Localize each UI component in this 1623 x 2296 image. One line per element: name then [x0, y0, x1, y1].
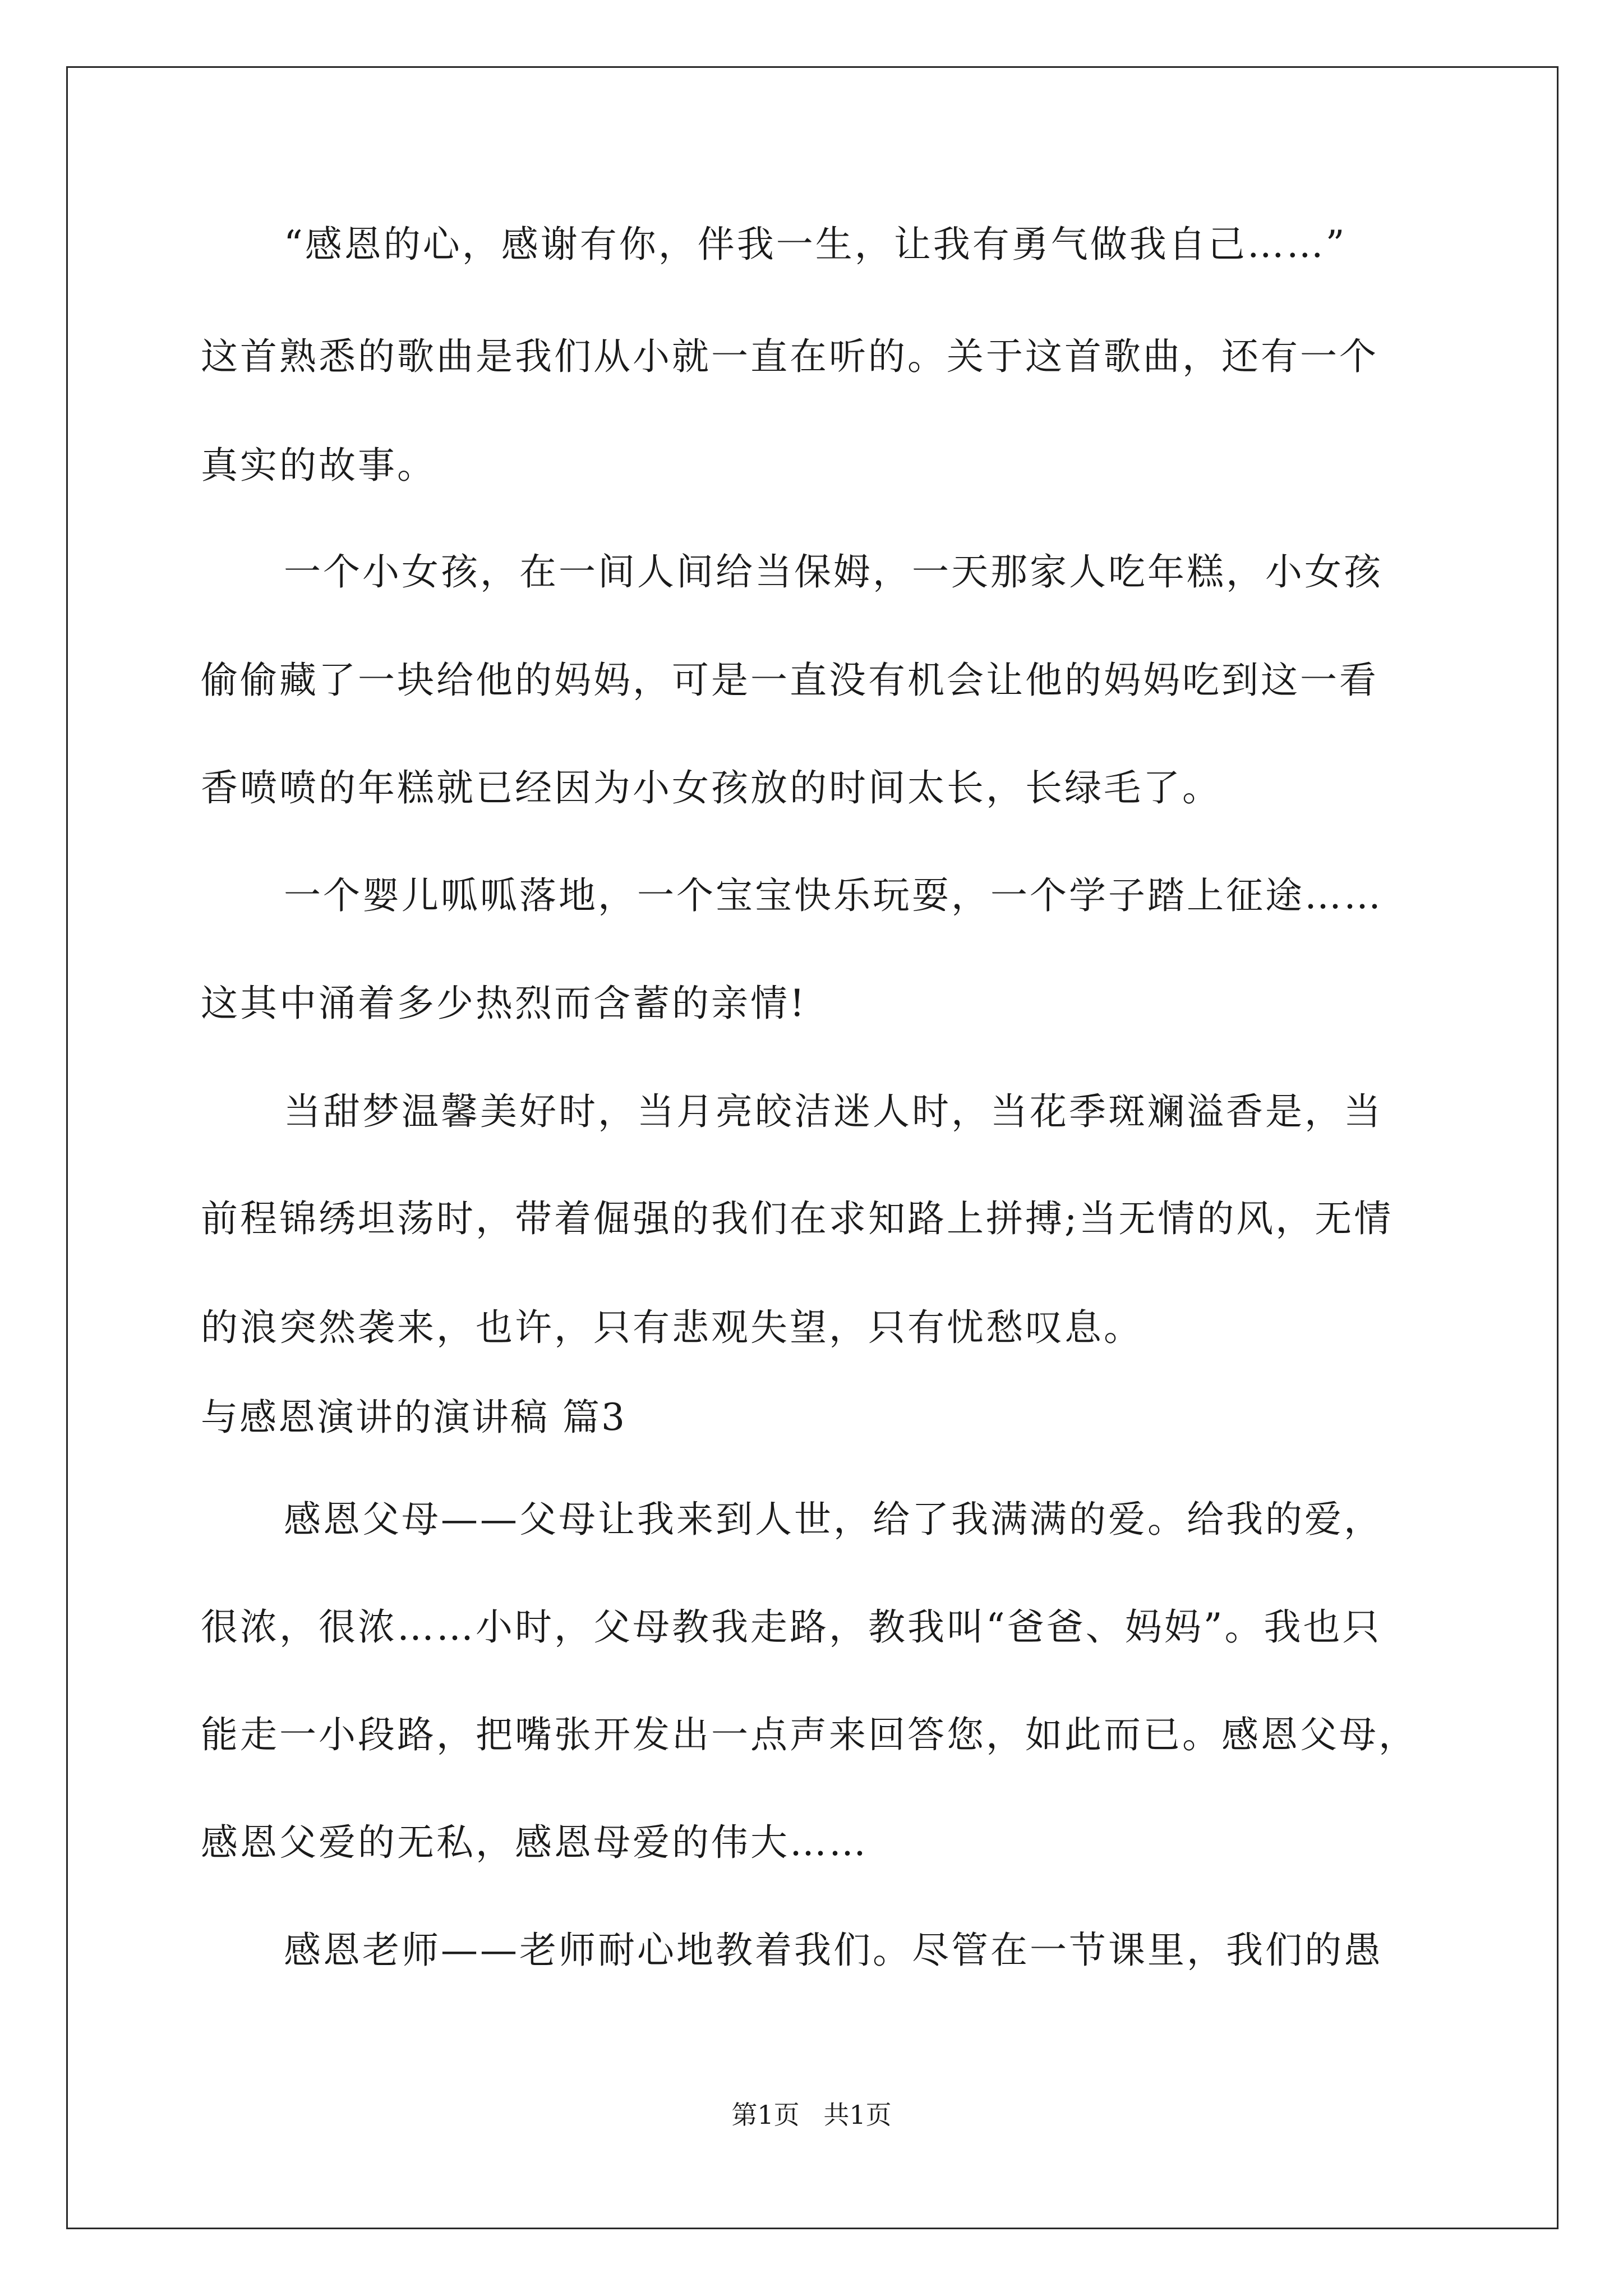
- paragraph-5-line-1: 感恩父母——父母让我来到人世，给了我满满的爱。给我的爱，: [284, 1498, 1383, 1541]
- paragraph-1-line-3: 真实的故事。: [201, 444, 436, 487]
- paragraph-6-line-1: 感恩老师——老师耐心地教着我们。尽管在一节课里，我们的愚: [284, 1929, 1383, 1972]
- paragraph-4-line-1: 当甜梦温馨美好时，当月亮皎洁迷人时，当花季斑斓溢香是，当: [284, 1090, 1383, 1133]
- page-border: [66, 66, 1559, 2229]
- section-heading: 与感恩演讲的演讲稿 篇3: [201, 1396, 626, 1439]
- paragraph-5-line-4: 感恩父爱的无私，感恩母爱的伟大……: [201, 1821, 868, 1864]
- paragraph-1-line-1: “感恩的心，感谢有你，伴我一生，让我有勇气做我自己……”: [284, 223, 1347, 266]
- page-number-total: 共1页: [823, 2100, 892, 2130]
- paragraph-4-line-3: 的浪突然袭来，也许，只有悲观失望，只有忧愁叹息。: [201, 1306, 1143, 1349]
- page-footer: [0, 2098, 1623, 2132]
- paragraph-5-line-3: 能走一小段路，把嘴张开发出一点声来回答您，如此而已。感恩父母，: [201, 1713, 1418, 1756]
- paragraph-5-line-2: 很浓，很浓……小时，父母教我走路，教我叫“爸爸、妈妈”。我也只: [201, 1605, 1382, 1649]
- page-number-current: 第1页: [731, 2100, 800, 2130]
- paragraph-3-line-1: 一个婴儿呱呱落地，一个宝宝快乐玩耍，一个学子踏上征途……: [284, 874, 1383, 917]
- paragraph-2-line-1: 一个小女孩，在一间人间给当保姆，一天那家人吃年糕，小女孩: [284, 550, 1383, 593]
- paragraph-2-line-3: 香喷喷的年糕就已经因为小女孩放的时间太长，长绿毛了。: [201, 766, 1221, 809]
- paragraph-4-line-2: 前程锦绣坦荡时，带着倔强的我们在求知路上拼搏;当无情的风，无情: [201, 1197, 1394, 1240]
- paragraph-2-line-2: 偷偷藏了一块给他的妈妈，可是一直没有机会让他的妈妈吃到这一看: [201, 659, 1378, 702]
- paragraph-3-line-2: 这其中涌着多少热烈而含蓄的亲情!: [201, 982, 807, 1025]
- paragraph-1-line-2: 这首熟悉的歌曲是我们从小就一直在听的。关于这首歌曲，还有一个: [201, 335, 1378, 378]
